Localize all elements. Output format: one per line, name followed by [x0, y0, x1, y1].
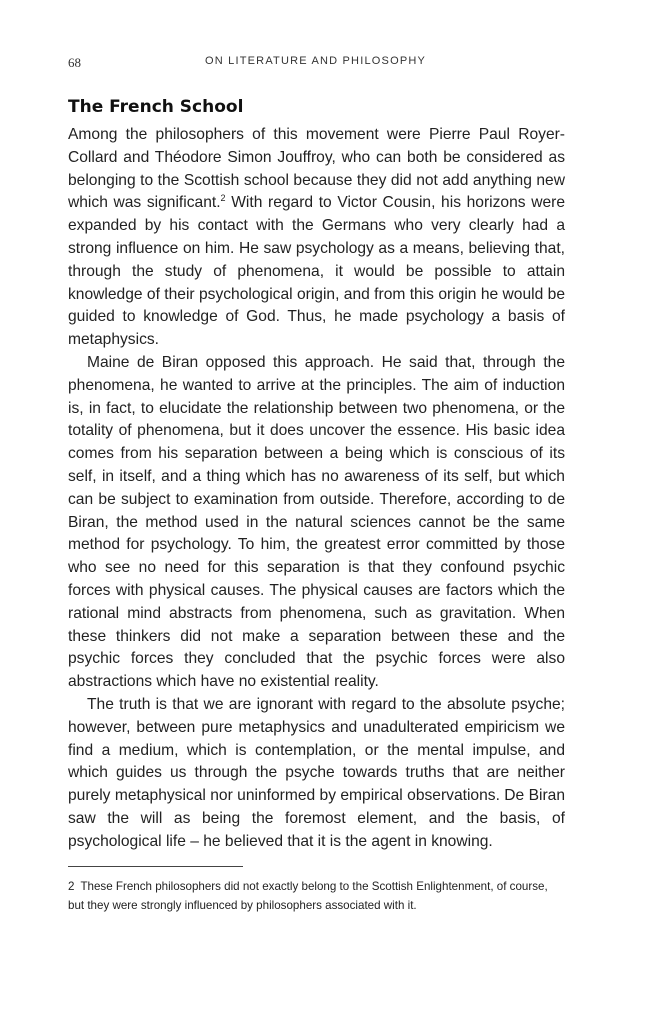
footnote [68, 877, 565, 915]
running-head: ON LITERATURE AND PHILOSOPHY [205, 55, 427, 67]
paragraph-3: The truth is that we are ignorant with regard to the absolute psyche; however, between pure metaphysics and unadulterated empiricism we find a medium, which is contemplation, or the mental impulse, and which guides us through the psyche towards truths that are neither purely metaphysical nor uninformed by empirical observations. De Biran saw the will as being the foremost element, and the basis, of psychological life – he believed that it is the agent in knowing. [68, 695, 565, 850]
footnote-reference: 2 [220, 193, 226, 204]
paragraph-1 [68, 124, 565, 352]
footnote-text: These French philosophers did not exactly belong to the Scottish Enlightenment, of course, but they were strongly influenced by philosophers associated with it. [68, 880, 548, 912]
paragraph-1-text-after: With regard to Victor Cousin, his horizons were expanded by his contact with the Germans who very clearly had a strong influence on him. He saw psychology as a means, believing that, through the study of phenomena, it would be possible to attain knowledge of their psychological origin, and from this origin he would be guided to knowledge of God. Thus, he made psychology a basis of metaphysics. [68, 194, 565, 349]
footnote-divider [68, 866, 243, 867]
body-text [68, 124, 565, 854]
footnote-number: 2 [68, 880, 75, 893]
section-heading: The French School [68, 97, 244, 117]
paragraph-1-text-before: Among the philosophers of this movement were Pierre Paul Royer-Collard and Théodore Simon Jouffroy, who can both be considered as belonging to the Scottish school because they did not add anything new which was significant. [68, 126, 565, 212]
page-number: 68 [68, 55, 81, 70]
paragraph-2: Maine de Biran opposed this approach. He said that, through the phenomena, he wanted to arrive at the principles. The aim of induction is, in fact, to elucidate the relationship between two phenomena, or the totality of phenomena, but it does uncover the essence. His basic idea comes from his separation between a being which is conscious of its self, in itself, and a thing which has no awareness of its self, but which can be subject to examination from outside. Therefore, according to de Biran, the method used in the natural sciences cannot be the same method for psychology. To him, the greatest error committed by those who see no need for this separation is that they confound psychic forces with physical causes. The physical causes are factors which the rational mind abstracts from phenomena, such as gravitation. When these thinkers did not make a separation between these and the psychic forces they concluded that the psychic forces were also abstractions which have no existential reality. [68, 353, 565, 691]
